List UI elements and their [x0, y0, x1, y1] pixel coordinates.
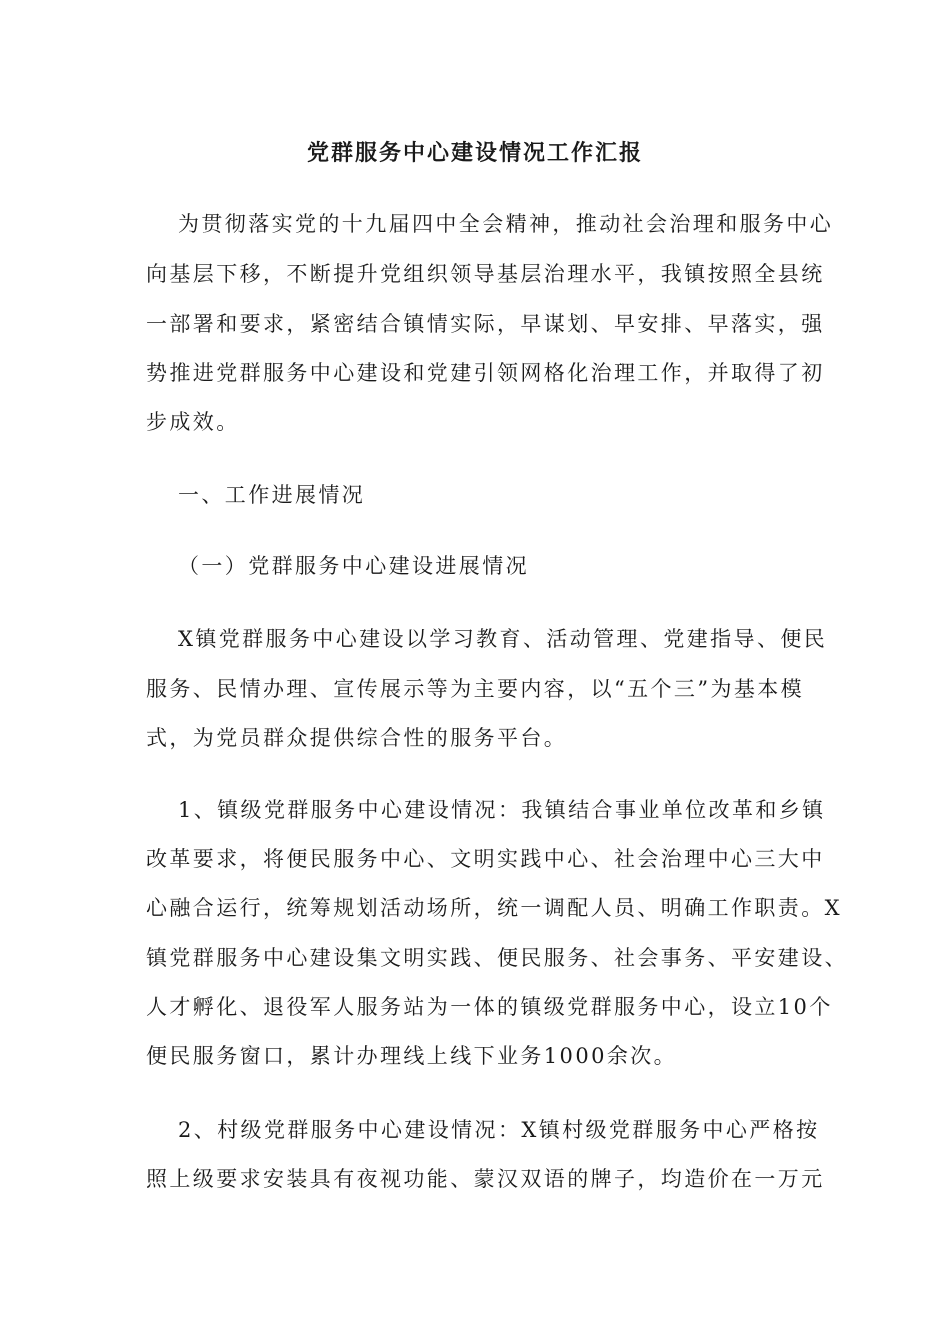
paragraph-line: 式，为党员群众提供综合性的服务平台。 — [146, 726, 568, 750]
paragraph-line: 步成效。 — [146, 410, 240, 434]
paragraph-line: 2、村级党群服务中心建设情况：X镇村级党群服务中心严格按 — [178, 1118, 820, 1142]
paragraph-line: 人才孵化、退役军人服务站为一体的镇级党群服务中心，设立10个 — [146, 995, 833, 1019]
paragraph-line: 势推进党群服务中心建设和党建引领网格化治理工作，并取得了初 — [146, 361, 825, 385]
paragraph-line: 镇党群服务中心建设集文明实践、便民服务、社会事务、平安建设、 — [146, 946, 848, 970]
paragraph-line: 改革要求，将便民服务中心、文明实践中心、社会治理中心三大中 — [146, 847, 825, 871]
paragraph-line: X镇党群服务中心建设以学习教育、活动管理、党建指导、便民 — [178, 627, 828, 651]
section-heading: 一、工作进展情况 — [178, 483, 366, 507]
paragraph-line: 便民服务窗口，累计办理线上线下业务1000余次。 — [146, 1044, 678, 1068]
paragraph-line: 1、镇级党群服务中心建设情况：我镇结合事业单位改革和乡镇 — [178, 798, 826, 822]
document-title: 党群服务中心建设情况工作汇报 — [306, 140, 643, 166]
paragraph-line: 为贯彻落实党的十九届四中全会精神，推动社会治理和服务中心 — [178, 212, 834, 236]
paragraph-line: 照上级要求安装具有夜视功能、蒙汉双语的牌子，均造价在一万元 — [146, 1167, 825, 1191]
paragraph-line: 向基层下移，不断提升党组织领导基层治理水平，我镇按照全县统 — [146, 262, 825, 286]
subsection-heading: （一）党群服务中心建设进展情况 — [178, 554, 529, 578]
paragraph-line: 心融合运行，统筹规划活动场所，统一调配人员、明确工作职责。X — [146, 896, 842, 920]
paragraph-line: 服务、民情办理、宣传展示等为主要内容，以“五个三”为基本模 — [146, 677, 805, 701]
paragraph-line: 一部署和要求，紧密结合镇情实际，早谋划、早安排、早落实，强 — [146, 312, 825, 336]
